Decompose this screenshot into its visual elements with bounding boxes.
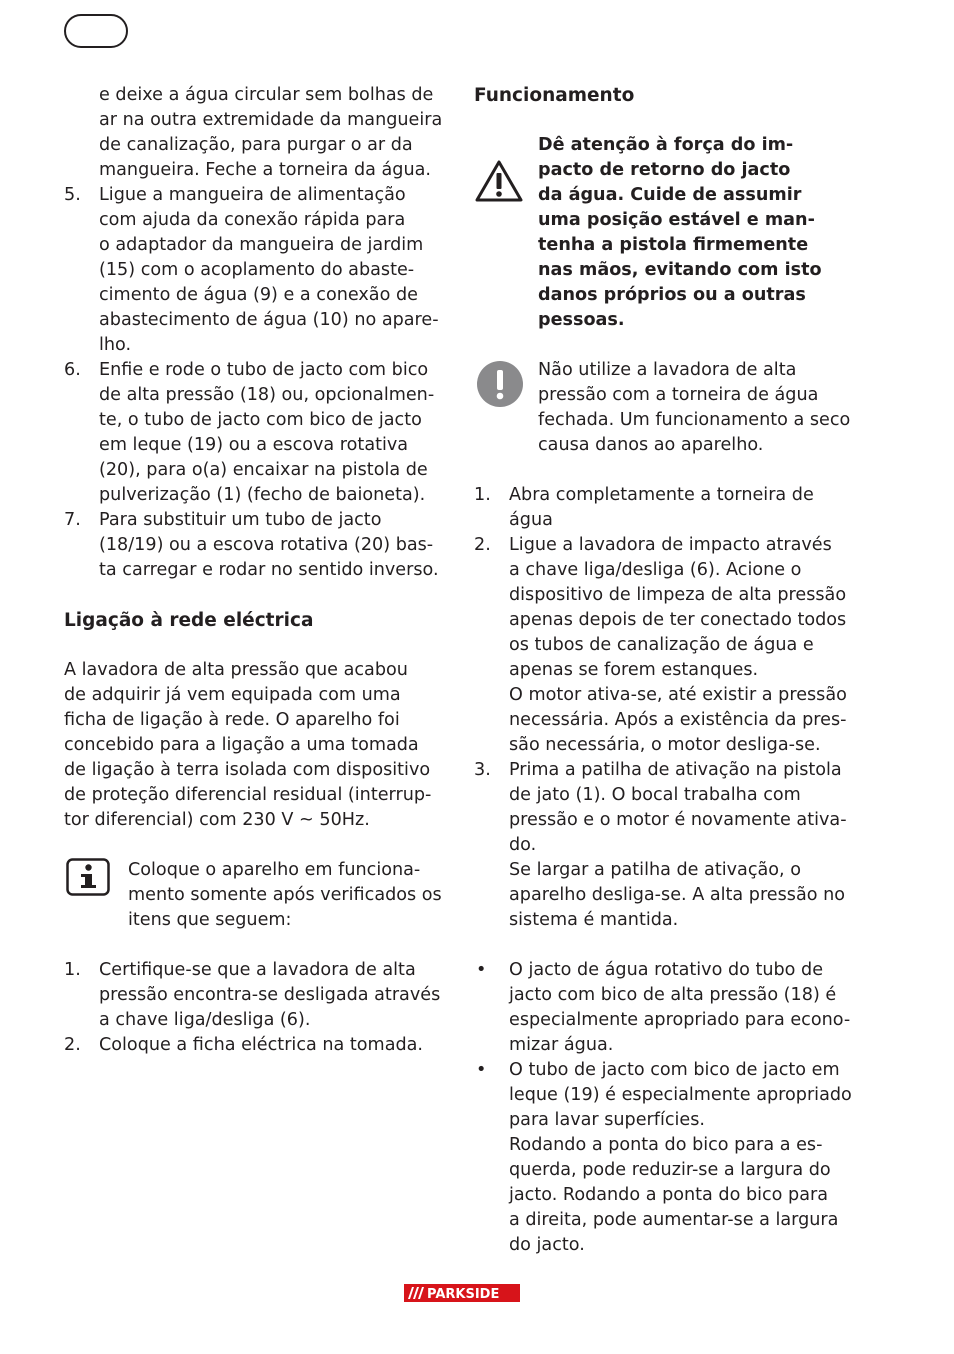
line: causa danos ao aparelho. (538, 435, 764, 455)
line: O tubo de jacto com bico de jacto em (509, 1060, 840, 1080)
line: Certifique-se que a lavadora de alta (99, 960, 416, 980)
line: a direita, pode aumentar-se a largura (509, 1210, 839, 1230)
parkside-logo (404, 1284, 520, 1302)
line: (18/19) ou a escova rotativa (20) bas- (99, 535, 434, 555)
bullet-icon: • (476, 1060, 487, 1080)
brand-name: PARKSIDE (427, 1287, 500, 1302)
line: Enfie e rode o tubo de jacto com bico (99, 360, 429, 380)
line: O jacto de água rotativo do tubo de (509, 960, 824, 980)
line: Para substituir um tubo de jacto (99, 510, 382, 530)
step-6 (64, 358, 454, 508)
line: do. (509, 835, 537, 855)
line: o adaptador da mangueira de jardim (99, 235, 424, 255)
line: de proteção diferencial residual (interrup- (64, 785, 432, 805)
line: de alta pressão (18) ou, opcionalmen- (99, 385, 435, 405)
line: ar na outra extremidade da mangueira (99, 110, 443, 130)
line: danos próprios ou a outras (538, 285, 806, 305)
spacer (64, 933, 454, 958)
line: aparelho desliga-se. A alta pressão no (509, 885, 845, 905)
line: pressão encontra-se desligada através (99, 985, 441, 1005)
bullet-item (474, 958, 866, 1058)
line: itens que seguem: (128, 910, 292, 930)
line: Abra completamente a torneira de (509, 485, 814, 505)
line: do jacto. (509, 1235, 585, 1255)
line: com ajuda da conexão rápida para (99, 210, 406, 230)
line: em leque (19) ou a escova rotativa (99, 435, 409, 455)
bullet-item (474, 1058, 866, 1258)
line: Coloque o aparelho em funciona- (128, 860, 421, 880)
line: necessária. Após a existência da pres- (509, 710, 847, 730)
check-step-1 (64, 958, 454, 1033)
line: de jato (1). O bocal trabalha com (509, 785, 801, 805)
spacer (64, 833, 454, 858)
step-number: 5. (64, 185, 81, 205)
check-step-2 (64, 1033, 454, 1058)
step-number: 1. (474, 485, 491, 505)
line: ta carregar e rodar no sentido inverso. (99, 560, 439, 580)
line: especialmente apropriado para econo- (509, 1010, 851, 1030)
line: ficha de ligação à rede. O aparelho foi (64, 710, 400, 730)
line: jacto com bico de alta pressão (18) é (509, 985, 837, 1005)
spacer (474, 458, 866, 483)
section-title-electrical: Ligação à rede eléctrica (64, 610, 314, 631)
line: uma posição estável e man- (538, 210, 815, 230)
caution-exclamation-icon (476, 360, 524, 408)
line: Se largar a patilha de ativação, o (509, 860, 801, 880)
line: e deixe a água circular sem bolhas de (99, 85, 434, 105)
caution-notice (474, 358, 866, 458)
warning-triangle-icon (474, 159, 524, 203)
line: mizar água. (509, 1035, 614, 1055)
operation-step-3 (474, 758, 866, 933)
spacer (474, 108, 866, 133)
right-column (474, 83, 866, 1258)
line: tenha a pistola firmemente (538, 235, 809, 255)
line: a chave liga/desliga (6). Acione o (509, 560, 802, 580)
connection-steps (64, 183, 454, 583)
line: Não utilize a lavadora de alta (538, 360, 797, 380)
line: te, o tubo de jacto com bico de jacto (99, 410, 422, 430)
operation-step-2 (474, 533, 866, 758)
line: pressão e o motor é novamente ativa- (509, 810, 847, 830)
line: de ligação à terra isolada com dispositivo (64, 760, 431, 780)
step-number: 1. (64, 960, 81, 980)
line: para lavar superfícies. (509, 1110, 706, 1130)
info-icon (66, 858, 110, 896)
line: Prima a patilha de ativação na pistola (509, 760, 842, 780)
step-number: 2. (64, 1035, 81, 1055)
line: de canalização, para purgar o ar da (99, 135, 413, 155)
line: pulverização (1) (fecho de baioneta). (99, 485, 426, 505)
line: da água. Cuide de assumir (538, 185, 802, 205)
step-number: 6. (64, 360, 81, 380)
nozzle-bullets (474, 958, 866, 1258)
line: pressão com a torneira de água (538, 385, 819, 405)
line: nas mãos, evitando com isto (538, 260, 822, 280)
line: mento somente após verificados os (128, 885, 442, 905)
spacer (64, 633, 454, 658)
info-notice (64, 858, 454, 933)
line: água (509, 510, 553, 530)
step-number: 7. (64, 510, 81, 530)
spacer (64, 583, 454, 608)
line: Ligue a lavadora de impacto através (509, 535, 832, 555)
line: são necessária, o motor desliga-se. (509, 735, 821, 755)
line: pacto de retorno do jacto (538, 160, 791, 180)
electrical-paragraph (64, 658, 454, 833)
step-number: 2. (474, 535, 491, 555)
line: tor diferencial) com 230 V ~ 50Hz. (64, 810, 370, 830)
left-column (64, 83, 454, 1058)
line: fechada. Um funcionamento a seco (538, 410, 851, 430)
operation-steps (474, 483, 866, 933)
line: concebido para a ligação a uma tomada (64, 735, 419, 755)
warning-notice (474, 133, 866, 333)
line: leque (19) é especialmente apropriado (509, 1085, 852, 1105)
line: mangueira. Feche a torneira da água. (99, 160, 431, 180)
step-5 (64, 183, 454, 358)
continued-paragraph (64, 83, 454, 183)
section-title-operation: Funcionamento (474, 85, 635, 106)
spacer (474, 333, 866, 358)
line: de adquirir já vem equipada com uma (64, 685, 401, 705)
line: Dê atenção à força do im- (538, 135, 794, 155)
line: a chave liga/desliga (6). (99, 1010, 311, 1030)
line: apenas depois de ter conectado todos (509, 610, 847, 630)
spacer (474, 933, 866, 958)
line: pessoas. (538, 310, 625, 330)
bullet-icon: • (476, 960, 487, 980)
line: cimento de água (9) e a conexão de (99, 285, 418, 305)
line: Coloque a ficha eléctrica na tomada. (99, 1035, 424, 1055)
language-badge (64, 14, 128, 48)
line: os tubos de canalização de água e (509, 635, 814, 655)
line: Rodando a ponta do bico para a es- (509, 1135, 823, 1155)
line: jacto. Rodando a ponta do bico para (509, 1185, 829, 1205)
line: O motor ativa-se, até existir a pressão (509, 685, 847, 705)
check-steps (64, 958, 454, 1058)
line: (20), para o(a) encaixar na pistola de (99, 460, 428, 480)
line: Ligue a mangueira de alimentação (99, 185, 406, 205)
line: abastecimento de água (10) no apare- (99, 310, 439, 330)
line: (15) com o acoplamento do abaste- (99, 260, 415, 280)
step-number: 3. (474, 760, 491, 780)
line: lho. (99, 335, 132, 355)
line: A lavadora de alta pressão que acabou (64, 660, 408, 680)
line: sistema é mantida. (509, 910, 679, 930)
operation-step-1 (474, 483, 866, 533)
line: apenas se forem estanques. (509, 660, 759, 680)
step-7 (64, 508, 454, 583)
line: dispositivo de limpeza de alta pressão (509, 585, 847, 605)
line: querda, pode reduzir-se a largura do (509, 1160, 831, 1180)
